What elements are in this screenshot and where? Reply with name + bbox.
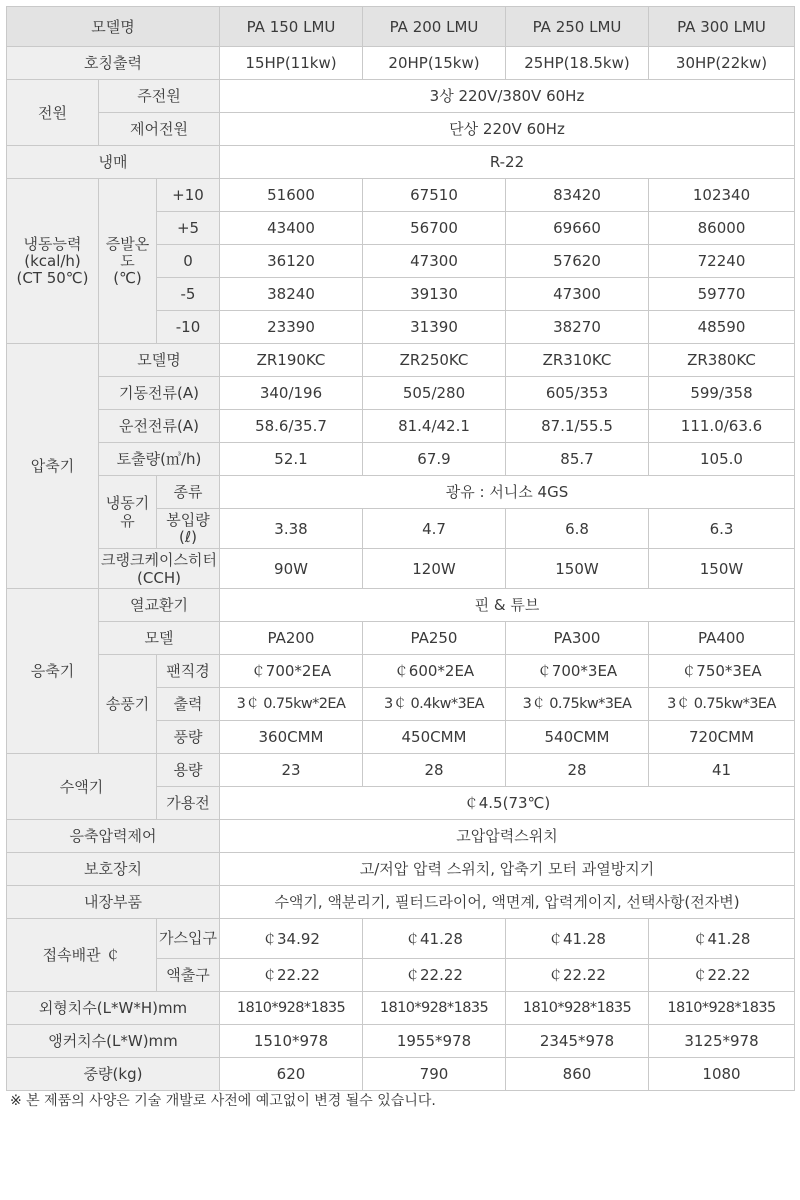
compressor-model-value: ZR380KC: [649, 344, 795, 377]
capacity-label: 냉동능력 (kcal/h) (CT 50℃): [7, 179, 99, 344]
liquid-outlet-value: ￠22.22: [649, 959, 795, 992]
anchor-value: 1955*978: [363, 1025, 506, 1058]
anchor-row: [7, 1025, 795, 1058]
power-control-row: [7, 113, 795, 146]
spec-table: [6, 6, 795, 1091]
fusible-plug-value: ￠4.5(73℃): [220, 787, 795, 820]
capacity-value: 48590: [649, 311, 795, 344]
running-current-label: 운전전류(A): [99, 410, 220, 443]
pressure-control-label: 응축압력제어: [7, 820, 220, 853]
weight-row: [7, 1058, 795, 1091]
power-main-label: 주전원: [99, 80, 220, 113]
starting-current-row: [7, 377, 795, 410]
compressor-label: 압축기: [7, 344, 99, 589]
internal-parts-value: 수액기, 액분리기, 필터드라이어, 액면계, 압력게이지, 선택사항(전자변): [220, 886, 795, 919]
fan-airflow-label: 풍량: [157, 721, 220, 754]
compressor-model-value: ZR250KC: [363, 344, 506, 377]
model-name-4: PA 300 LMU: [649, 7, 795, 47]
anchor-label: 앵커치수(L*W)mm: [7, 1025, 220, 1058]
capacity-value: 38270: [506, 311, 649, 344]
capacity-value: 69660: [506, 212, 649, 245]
displacement-row: [7, 443, 795, 476]
nominal-output-row: [7, 47, 795, 80]
evaporation-temp: +10: [157, 179, 220, 212]
dimensions-value: 1810*928*1835: [649, 992, 795, 1025]
capacity-value: 23390: [220, 311, 363, 344]
receiver-capacity-value: 28: [363, 754, 506, 787]
weight-label: 중량(kg): [7, 1058, 220, 1091]
footnote: ※ 본 제품의 사양은 기술 개발로 사전에 예고없이 변경 될수 있습니다.: [10, 1093, 436, 1109]
displacement-label: 토출량(㎥/h): [99, 443, 220, 476]
anchor-value: 1510*978: [220, 1025, 363, 1058]
capacity-value: 102340: [649, 179, 795, 212]
cch-value: 150W: [506, 549, 649, 589]
evaporation-temp: +5: [157, 212, 220, 245]
internal-parts-row: [7, 886, 795, 919]
displacement-value: 52.1: [220, 443, 363, 476]
refrigerant-label: 냉매: [7, 146, 220, 179]
capacity-value: 59770: [649, 278, 795, 311]
power-control-value: 단상 220V 60Hz: [220, 113, 795, 146]
dimensions-row: [7, 992, 795, 1025]
dimensions-value: 1810*928*1835: [506, 992, 649, 1025]
liquid-outlet-value: ￠22.22: [363, 959, 506, 992]
fan-output-value: 3￠ 0.4kw*3EA: [363, 688, 506, 721]
condenser-model-value: PA250: [363, 622, 506, 655]
fan-airflow-value: 360CMM: [220, 721, 363, 754]
heat-exchanger-value: 핀 & 튜브: [220, 589, 795, 622]
fan-diameter-value: ￠600*2EA: [363, 655, 506, 688]
power-main-value: 3상 220V/380V 60Hz: [220, 80, 795, 113]
nominal-output-value: 20HP(15kw): [363, 47, 506, 80]
cch-value: 90W: [220, 549, 363, 589]
running-current-value: 111.0/63.6: [649, 410, 795, 443]
evaporation-temp: -5: [157, 278, 220, 311]
power-main-row: [7, 80, 795, 113]
fan-output-value: 3￠ 0.75kw*3EA: [506, 688, 649, 721]
weight-value: 860: [506, 1058, 649, 1091]
model-name-2: PA 200 LMU: [363, 7, 506, 47]
receiver-label: 수액기: [7, 754, 157, 820]
fan-diameter-label: 팬직경: [157, 655, 220, 688]
oil-type-value: 광유 : 서니소 4GS: [220, 476, 795, 509]
weight-value: 620: [220, 1058, 363, 1091]
capacity-value: 72240: [649, 245, 795, 278]
nominal-output-value: 25HP(18.5kw): [506, 47, 649, 80]
condenser-model-label: 모델: [99, 622, 220, 655]
internal-parts-label: 내장부품: [7, 886, 220, 919]
dimensions-label: 외형치수(L*W*H)mm: [7, 992, 220, 1025]
power-control-label: 제어전원: [99, 113, 220, 146]
capacity-value: 47300: [363, 245, 506, 278]
oil-charge-value: 4.7: [363, 509, 506, 549]
pressure-control-row: [7, 820, 795, 853]
evaporation-temp-label: 증발온도 (℃): [99, 179, 157, 344]
capacity-row: [7, 179, 795, 212]
condenser-model-row: [7, 622, 795, 655]
nominal-output-value: 30HP(22kw): [649, 47, 795, 80]
dimensions-value: 1810*928*1835: [220, 992, 363, 1025]
capacity-value: 83420: [506, 179, 649, 212]
capacity-value: 56700: [363, 212, 506, 245]
fan-airflow-value: 540CMM: [506, 721, 649, 754]
receiver-capacity-value: 28: [506, 754, 649, 787]
oil-charge-value: 6.8: [506, 509, 649, 549]
heat-exchanger-row: [7, 589, 795, 622]
cch-value: 150W: [649, 549, 795, 589]
header-row: [7, 7, 795, 47]
gas-inlet-value: ￠41.28: [363, 919, 506, 959]
header-label: 모델명: [7, 7, 220, 47]
capacity-value: 57620: [506, 245, 649, 278]
fusible-plug-label: 가용전: [157, 787, 220, 820]
gas-inlet-value: ￠41.28: [506, 919, 649, 959]
condenser-model-value: PA300: [506, 622, 649, 655]
cch-label: 크랭크케이스히터(CCH): [99, 549, 220, 589]
refrigerant-row: [7, 146, 795, 179]
starting-current-value: 605/353: [506, 377, 649, 410]
running-current-value: 81.4/42.1: [363, 410, 506, 443]
evaporation-temp: 0: [157, 245, 220, 278]
model-name-1: PA 150 LMU: [220, 7, 363, 47]
pressure-control-value: 고압압력스위치: [220, 820, 795, 853]
model-name-3: PA 250 LMU: [506, 7, 649, 47]
power-label: 전원: [7, 80, 99, 146]
starting-current-value: 340/196: [220, 377, 363, 410]
gas-inlet-label: 가스입구: [157, 919, 220, 959]
running-current-row: [7, 410, 795, 443]
evaporation-temp: -10: [157, 311, 220, 344]
heat-exchanger-label: 열교환기: [99, 589, 220, 622]
weight-value: 1080: [649, 1058, 795, 1091]
compressor-model-value: ZR190KC: [220, 344, 363, 377]
refrigerant-value: R-22: [220, 146, 795, 179]
protection-row: [7, 853, 795, 886]
fan-diameter-value: ￠700*3EA: [506, 655, 649, 688]
oil-label: 냉동기유: [99, 476, 157, 549]
receiver-capacity-label: 용량: [157, 754, 220, 787]
liquid-outlet-label: 액출구: [157, 959, 220, 992]
fan-diameter-value: ￠700*2EA: [220, 655, 363, 688]
capacity-value: 31390: [363, 311, 506, 344]
receiver-capacity-value: 41: [649, 754, 795, 787]
condenser-label: 응축기: [7, 589, 99, 754]
capacity-value: 39130: [363, 278, 506, 311]
capacity-value: 36120: [220, 245, 363, 278]
gas-inlet-value: ￠34.92: [220, 919, 363, 959]
fan-diameter-row: [7, 655, 795, 688]
weight-value: 790: [363, 1058, 506, 1091]
oil-charge-value: 3.38: [220, 509, 363, 549]
fan-diameter-value: ￠750*3EA: [649, 655, 795, 688]
anchor-value: 3125*978: [649, 1025, 795, 1058]
cch-value: 120W: [363, 549, 506, 589]
receiver-capacity-value: 23: [220, 754, 363, 787]
capacity-value: 51600: [220, 179, 363, 212]
protection-value: 고/저압 압력 스위치, 압축기 모터 과열방지기: [220, 853, 795, 886]
capacity-value: 67510: [363, 179, 506, 212]
spec-sheet: [6, 6, 794, 1091]
oil-charge-value: 6.3: [649, 509, 795, 549]
fan-output-label: 출력: [157, 688, 220, 721]
capacity-value: 47300: [506, 278, 649, 311]
fan-airflow-value: 720CMM: [649, 721, 795, 754]
fan-output-value: 3￠ 0.75kw*2EA: [220, 688, 363, 721]
oil-charge-label: 봉입량 (ℓ): [157, 509, 220, 549]
dimensions-value: 1810*928*1835: [363, 992, 506, 1025]
liquid-outlet-value: ￠22.22: [506, 959, 649, 992]
piping-label: 접속배관 ￠: [7, 919, 157, 992]
condenser-model-value: PA400: [649, 622, 795, 655]
capacity-value: 43400: [220, 212, 363, 245]
nominal-output-label: 호칭출력: [7, 47, 220, 80]
fan-airflow-value: 450CMM: [363, 721, 506, 754]
fan-output-value: 3￠ 0.75kw*3EA: [649, 688, 795, 721]
starting-current-value: 599/358: [649, 377, 795, 410]
capacity-value: 38240: [220, 278, 363, 311]
capacity-value: 86000: [649, 212, 795, 245]
cch-row: [7, 549, 795, 589]
gas-inlet-row: [7, 919, 795, 959]
compressor-model-value: ZR310KC: [506, 344, 649, 377]
nominal-output-value: 15HP(11kw): [220, 47, 363, 80]
starting-current-value: 505/280: [363, 377, 506, 410]
starting-current-label: 기동전류(A): [99, 377, 220, 410]
receiver-capacity-row: [7, 754, 795, 787]
protection-label: 보호장치: [7, 853, 220, 886]
displacement-value: 85.7: [506, 443, 649, 476]
displacement-value: 105.0: [649, 443, 795, 476]
running-current-value: 87.1/55.5: [506, 410, 649, 443]
oil-type-label: 종류: [157, 476, 220, 509]
fan-label: 송풍기: [99, 655, 157, 754]
running-current-value: 58.6/35.7: [220, 410, 363, 443]
gas-inlet-value: ￠41.28: [649, 919, 795, 959]
oil-type-row: [7, 476, 795, 509]
displacement-value: 67.9: [363, 443, 506, 476]
anchor-value: 2345*978: [506, 1025, 649, 1058]
compressor-model-label: 모델명: [99, 344, 220, 377]
condenser-model-value: PA200: [220, 622, 363, 655]
liquid-outlet-value: ￠22.22: [220, 959, 363, 992]
compressor-model-row: [7, 344, 795, 377]
